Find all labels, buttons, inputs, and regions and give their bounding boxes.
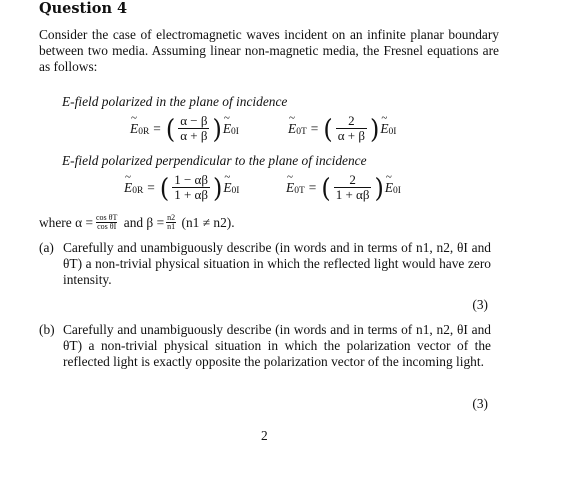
- perpendicular-transmission-equation: ~ E 0T = ( $\frac{2}{1 + \alpha\beta}$ ) ~ E 0I: [286, 173, 401, 202]
- perpendicular-t-fraction: $\frac{2}{1 + \alpha\beta}$: [335, 172, 370, 202]
- page-number: 2: [261, 428, 268, 443]
- perpendicular-reflection-equation: ~ E 0R = ( $\frac{1 - \alpha\beta}{1 + \alpha\beta}$ ) ~ E 0I: [124, 173, 239, 202]
- parallel-transmission-equation: ~ E 0T = ( $\frac{2}{\alpha + \beta}$ ) ~ E 0I: [288, 114, 396, 143]
- part-a: (a) Carefully and unambiguously describe (in words and in terms of n1, n2, θI and θT) a non-trivial physical situation in which the reflected light would have zero intensity.: [39, 240, 491, 287]
- parallel-r-fraction: $\frac{\alpha - \beta}{\alpha + \beta}$: [180, 113, 208, 143]
- e-symbol: ~ E: [130, 121, 138, 137]
- part-a-marks: (3): [472, 297, 488, 312]
- perpendicular-r-fraction: $\frac{1 - \alpha\beta}{1 + \alpha\beta}$: [174, 172, 208, 202]
- part-b: (b) Carefully and unambiguously describe (in words and in terms of n1, n2, θI and θT) a non-trivial physical situation in which the polarization vector of the reflected light is exactly opposite the polarization vector of the incoming light.: [39, 322, 491, 369]
- perpendicular-heading: E-field polarized perpendicular to the plane of incidence: [62, 153, 367, 168]
- parallel-t-fraction: $\frac{2}{\alpha + \beta}$: [337, 113, 365, 143]
- question-heading: Question 4: [39, 0, 128, 17]
- beta-fraction: $\frac{n2}{n1}$: [167, 213, 176, 231]
- part-b-marks: (3): [472, 396, 488, 411]
- intro-paragraph: Consider the case of electromagnetic waves incident on an infinite planar boundary between two media. Assuming linear non-magnetic media, the Fresnel equations are as follows:: [39, 27, 499, 74]
- parallel-heading: E-field polarized in the plane of incidence: [62, 94, 288, 109]
- parallel-reflection-equation: ~ E 0R = ( $\frac{\alpha - \beta}{\alpha + \beta}$ ) ~ E 0I: [130, 114, 239, 143]
- definitions-line: where α = $\frac{\text{cos θT}}{\text{cos θI}}$ and β = $\frac{n2}{n1}$ (n1 ≠ n2).: [39, 213, 235, 231]
- alpha-fraction: $\frac{\text{cos θT}}{\text{cos θI}}$: [96, 213, 118, 231]
